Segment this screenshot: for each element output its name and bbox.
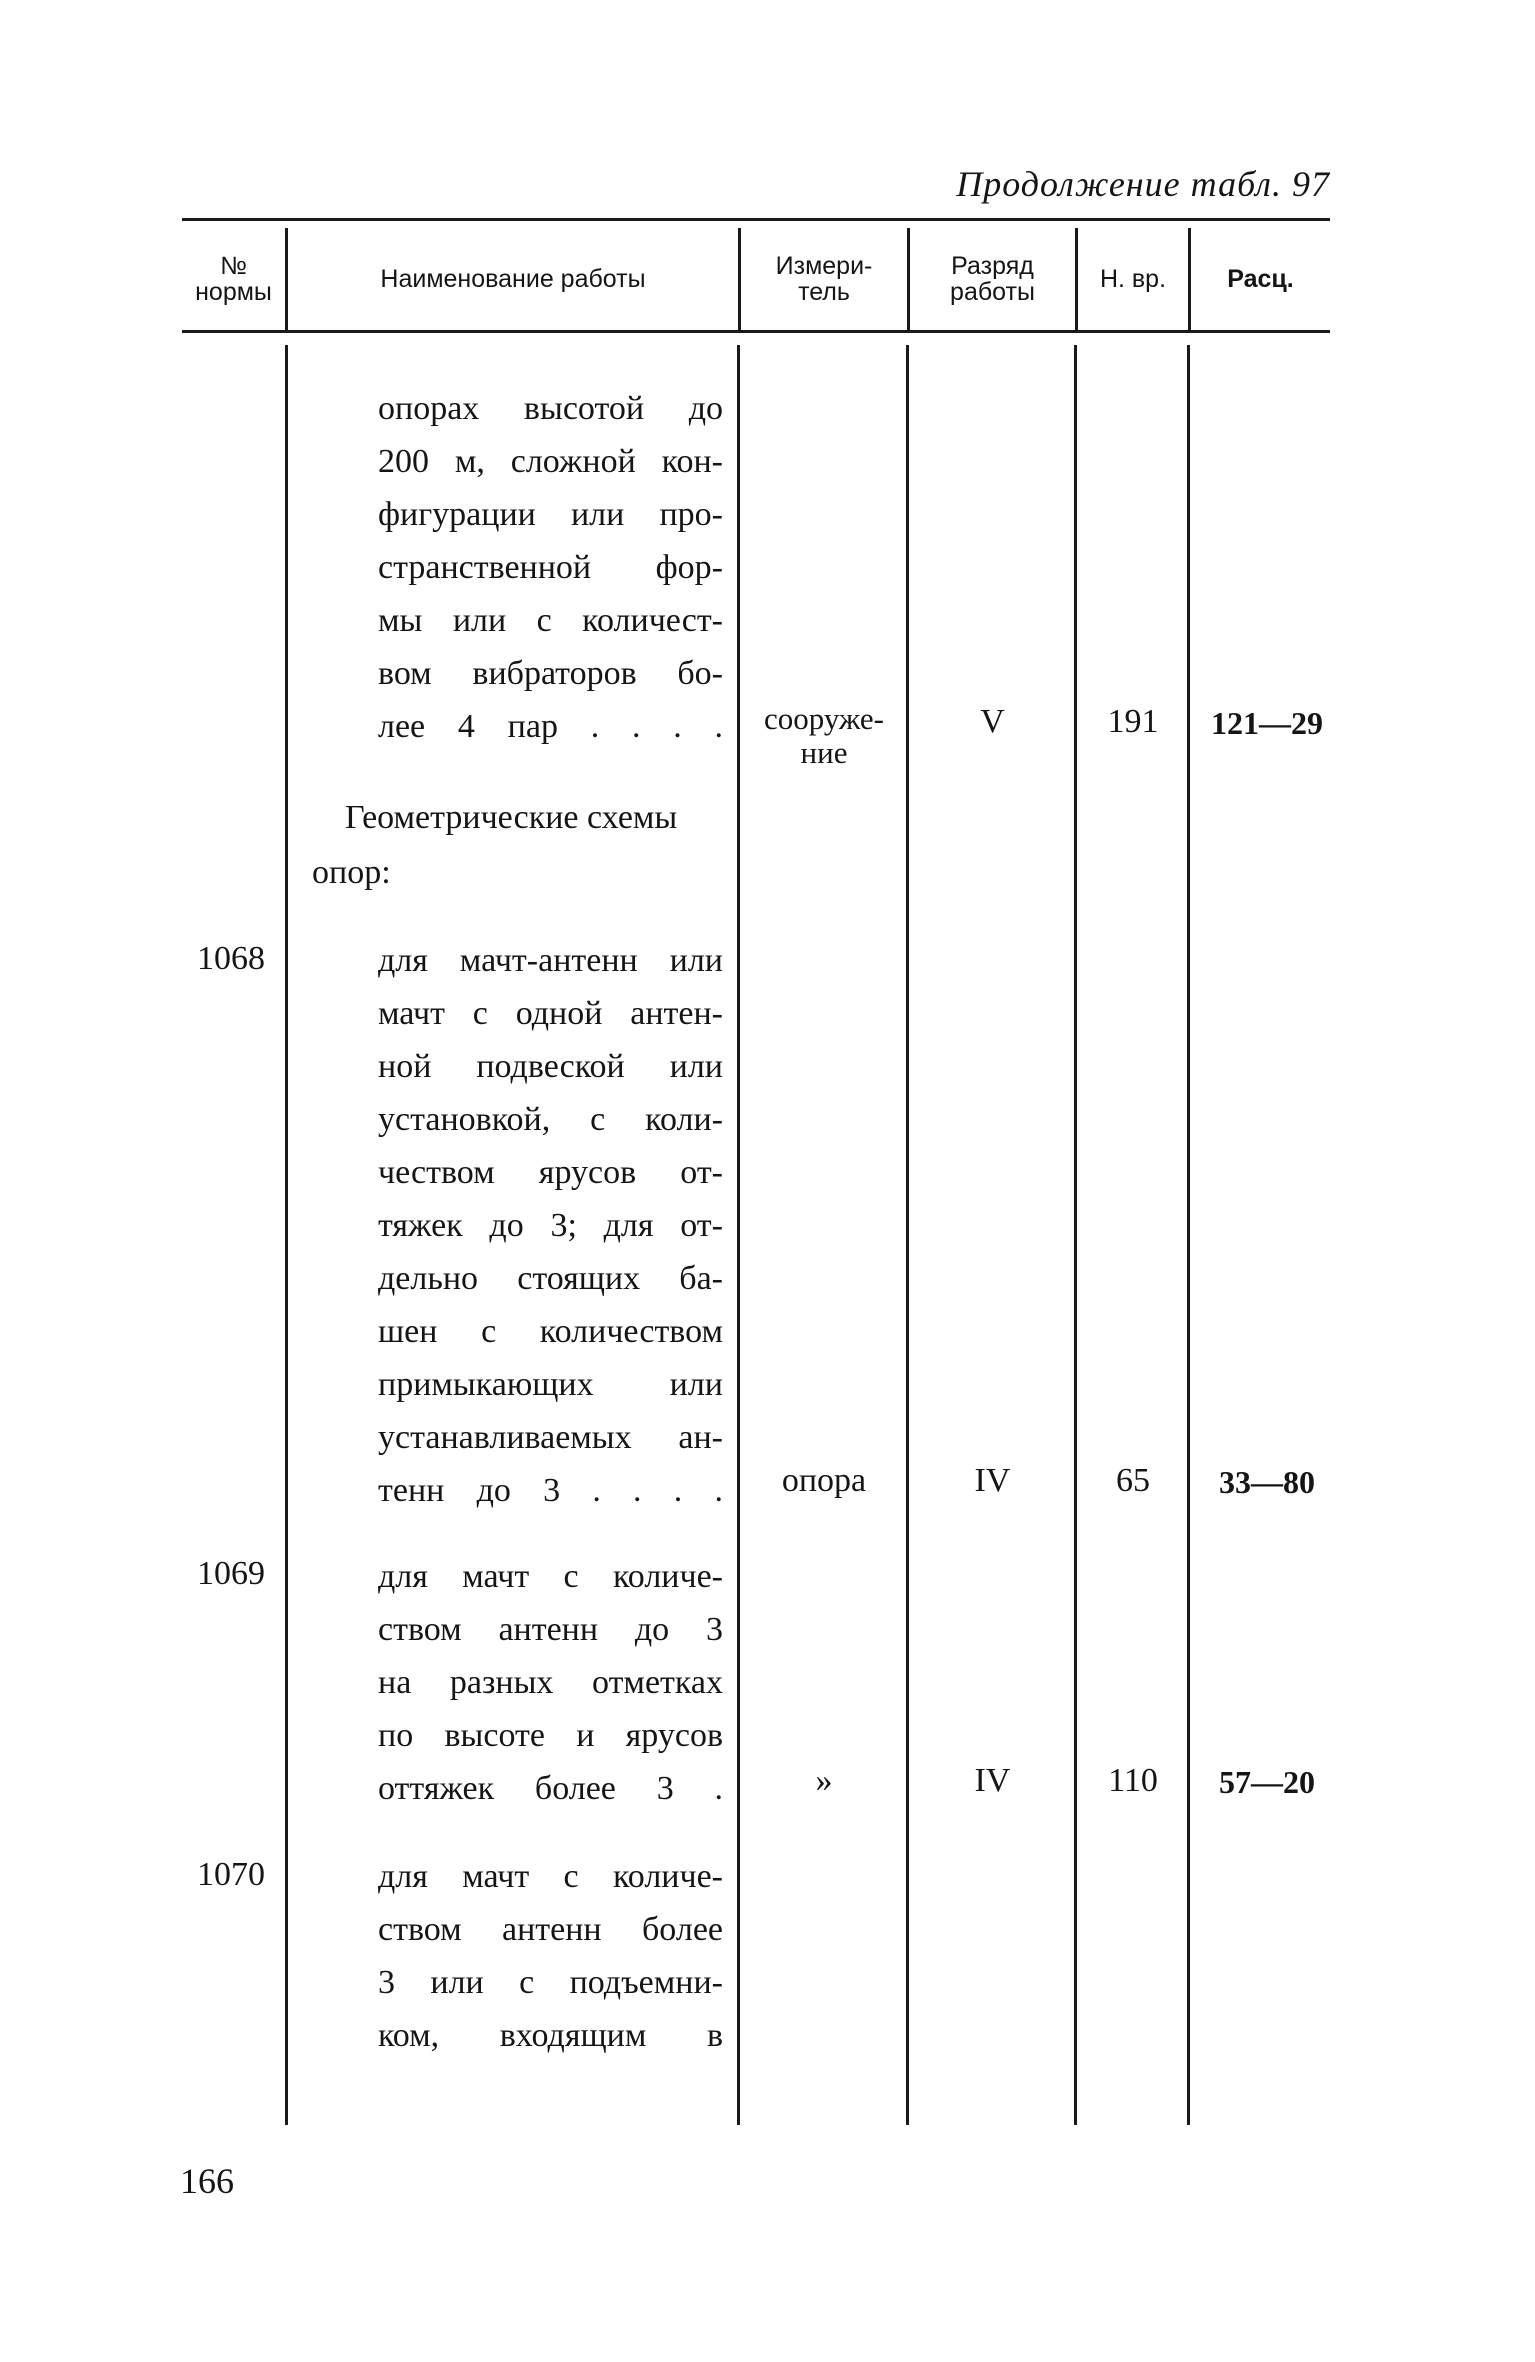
- work-description: [378, 382, 723, 753]
- text-line: для мачт с количе-: [378, 1858, 723, 1895]
- text-line: по высоте и ярусов: [378, 1717, 723, 1754]
- header-work-name-label: Наименование работы: [380, 265, 646, 293]
- unit-line1: сооруже-: [763, 701, 885, 736]
- text-line: ной подвеской или: [378, 1048, 723, 1085]
- col-divider-2: [737, 345, 740, 2125]
- norm-number: 1068: [197, 940, 265, 977]
- text-line: для мачт с количе-: [378, 1558, 723, 1595]
- text-line: для мачт-антенн или: [378, 942, 723, 979]
- text-line: шен с количеством: [378, 1313, 723, 1350]
- rate-cell: 33—80: [1219, 1464, 1315, 1500]
- table-header-rule: [182, 330, 1330, 333]
- unit-line2: ние: [800, 735, 848, 770]
- header-grade: [910, 228, 1075, 330]
- text-line: ком, входящим в: [378, 2017, 723, 2054]
- text-line: лее 4 пар . . . .: [378, 708, 723, 745]
- unit-cell: опора: [781, 1462, 867, 1499]
- col-divider-1: [285, 345, 288, 2125]
- header-grade-line2: работы: [950, 278, 1035, 306]
- text-line: фигурации или про-: [378, 496, 723, 533]
- page-number: 166: [180, 2161, 234, 2201]
- text-line: мачт с одной антен-: [378, 995, 723, 1032]
- text-line: на разных отметках: [378, 1664, 723, 1701]
- header-unit-line2: тель: [798, 278, 850, 306]
- text-line: ством антенн более: [378, 1911, 723, 1948]
- text-line: вом вибраторов бо-: [378, 655, 723, 692]
- header-time-norm-label: Н. вр.: [1099, 265, 1167, 293]
- time-norm-cell: 191: [1107, 703, 1159, 740]
- header-rate-label: Расц.: [1227, 265, 1294, 293]
- text-line: дельно стоящих ба-: [378, 1260, 723, 1297]
- text-line: примыкающих или: [378, 1366, 723, 1403]
- header-unit-line1: Измери-: [775, 252, 873, 280]
- text-line: оттяжек более 3 .: [378, 1770, 723, 1807]
- work-description: [378, 1550, 723, 1815]
- norm-number: 1069: [197, 1555, 265, 1592]
- text-line: странственной фор-: [378, 549, 723, 586]
- header-norm-number: [182, 228, 285, 330]
- text-line: тяжек до 3; для от-: [378, 1207, 723, 1244]
- header-unit: [741, 228, 907, 330]
- header-rate: [1191, 228, 1330, 330]
- work-description: [378, 1850, 723, 2062]
- text-line: ством антенн до 3: [378, 1611, 723, 1648]
- time-norm-cell: 65: [1116, 1462, 1150, 1499]
- unit-ditto-mark: »: [815, 1762, 833, 1799]
- time-norm-cell: 110: [1108, 1762, 1158, 1799]
- rate-cell: 57—20: [1219, 1764, 1315, 1800]
- rate-cell: 121—29: [1211, 705, 1323, 741]
- grade-cell: IV: [974, 1762, 1011, 1799]
- header-work-name: [288, 228, 738, 330]
- text-line: опорах высотой до: [378, 390, 723, 427]
- grade-cell: V: [980, 703, 1005, 740]
- header-grade-line1: Разряд: [951, 252, 1034, 280]
- col-divider-4: [1074, 345, 1077, 2125]
- text-line: устанавливаемых ан-: [378, 1419, 723, 1456]
- grade-cell: IV: [974, 1462, 1011, 1499]
- header-number-sign: №: [220, 252, 247, 280]
- header-time-norm: [1078, 228, 1188, 330]
- col-divider-5: [1187, 345, 1190, 2125]
- col-divider-3: [906, 345, 909, 2125]
- text-line: 200 м, сложной кон-: [378, 443, 723, 480]
- text-line: чеством ярусов от-: [378, 1154, 723, 1191]
- unit-cell: [741, 702, 907, 770]
- text-line: тенн до 3 . . . .: [378, 1472, 723, 1509]
- work-description: [378, 934, 723, 1517]
- subheading-line2: опор:: [312, 854, 391, 891]
- norm-number: 1070: [197, 1856, 265, 1893]
- text-line: 3 или с подъемни-: [378, 1964, 723, 2001]
- text-line: установкой, с коли-: [378, 1101, 723, 1138]
- text-line: мы или с количест-: [378, 602, 723, 639]
- table-continuation-caption: Продолжение табл. 97: [956, 164, 1330, 204]
- header-norm-label: нормы: [195, 278, 272, 306]
- subheading-line1: Геометрические схемы: [345, 799, 678, 836]
- table-top-rule: [182, 218, 1330, 221]
